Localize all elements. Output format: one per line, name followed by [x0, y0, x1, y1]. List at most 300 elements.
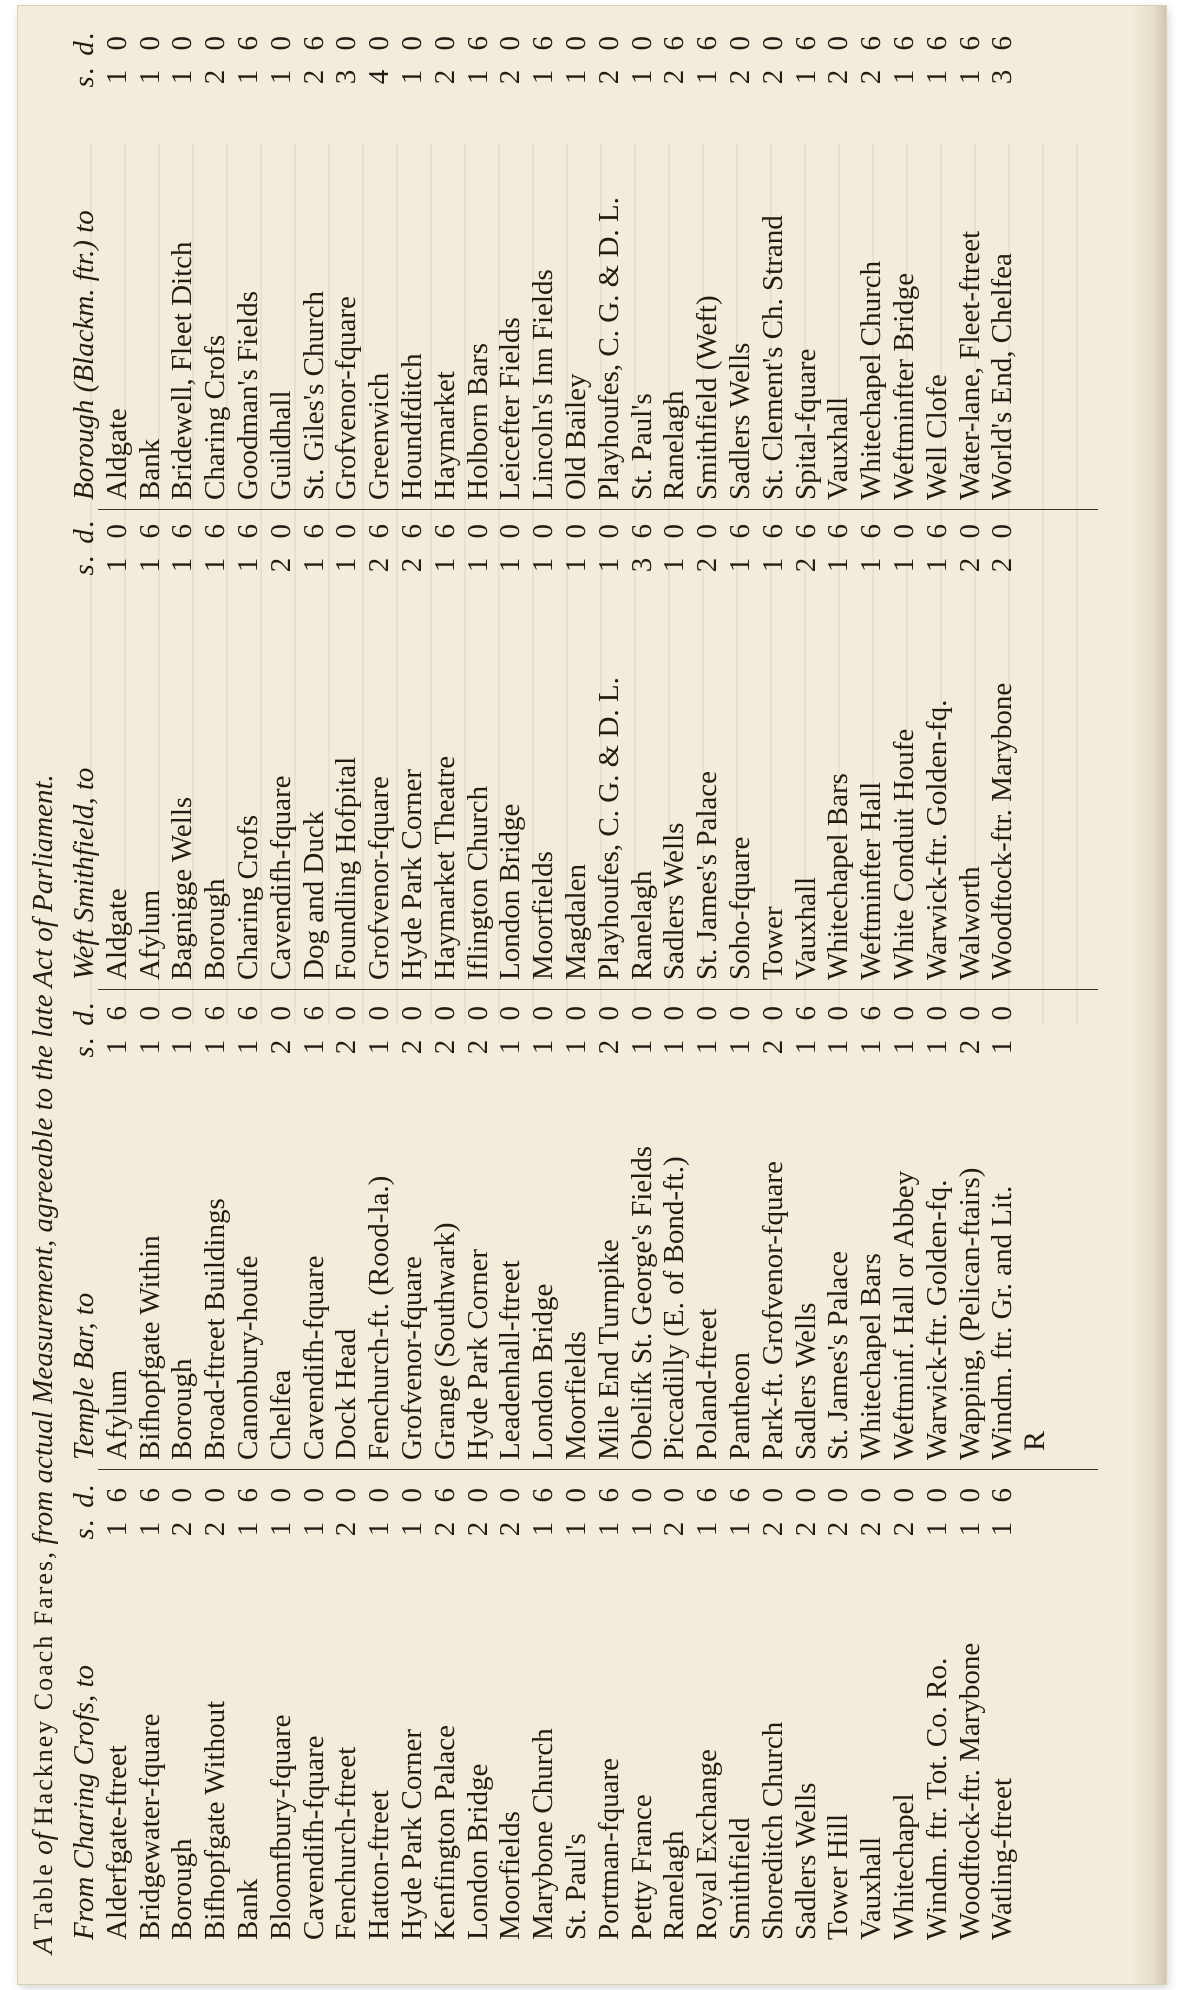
fare-row — [494, 24, 527, 504]
destination-name: Aldgate — [100, 408, 133, 500]
fare-price: 1 6 — [723, 518, 756, 573]
fare-price: 1 0 — [264, 30, 297, 85]
fare-row — [101, 994, 134, 1464]
fare-row — [232, 512, 265, 984]
destination-name: Weftminf. Hall or Abbey — [887, 1170, 920, 1460]
destination-name: Haymarket Theatre — [428, 755, 461, 980]
destination-name: Ranelagh — [658, 1830, 691, 1940]
column-header — [68, 1476, 101, 1944]
fare-price: 1 0 — [100, 518, 133, 573]
fare-price: 1 0 — [330, 518, 363, 573]
destination-name: Mile End Turnpike — [592, 1239, 625, 1460]
fare-price: 2 0 — [494, 30, 527, 85]
fare-row — [724, 24, 757, 504]
fare-price: 1 6 — [855, 1000, 888, 1055]
fare-row — [199, 994, 232, 1464]
fare-row — [265, 24, 298, 504]
fare-price: 3 6 — [986, 30, 1019, 85]
fare-price: 2 0 — [789, 1482, 822, 1537]
destination-name: Bifhopfgate Within — [133, 1235, 166, 1460]
destination-name: Playhoufes, C. G. & D. L. — [592, 197, 625, 500]
fare-price: 1 0 — [363, 1482, 396, 1537]
fare-row — [396, 1476, 429, 1944]
fare-row — [363, 512, 396, 984]
fare-price: 1 6 — [723, 1482, 756, 1537]
destination-name: Whitechapel Bars — [822, 773, 855, 980]
fare-row — [527, 512, 560, 984]
destination-name: Spital-fquare — [789, 348, 822, 500]
destination-name: Whitechapel — [887, 1793, 920, 1940]
fare-price: 1 0 — [363, 1000, 396, 1055]
fare-price: 2 0 — [166, 1482, 199, 1537]
fare-row — [363, 24, 396, 504]
column-divider — [98, 509, 1098, 510]
fare-price: 2 0 — [855, 1482, 888, 1537]
fare-price: 2 0 — [428, 1000, 461, 1055]
fare-price: 1 6 — [231, 1482, 264, 1537]
fare-price: 1 6 — [100, 1000, 133, 1055]
column-header-origin: Borough (Blackm. ftr.) to — [68, 210, 100, 500]
destination-name: Royal Exchange — [691, 1749, 724, 1940]
column-header-unit: s. d. — [68, 1000, 100, 1058]
fare-row — [986, 994, 1019, 1464]
fare-price: 1 6 — [920, 30, 953, 85]
destination-name: Bifhopfgate Without — [199, 1700, 232, 1940]
fare-price: 1 0 — [264, 1482, 297, 1537]
destination-name: Wapping, (Pelican-ftairs) — [953, 1167, 986, 1460]
fare-row — [232, 1476, 265, 1944]
column-header-unit: s. d. — [68, 1482, 100, 1540]
fare-price: 1 6 — [166, 518, 199, 573]
fare-price: 2 0 — [264, 518, 297, 573]
title-of: of — [27, 1825, 59, 1863]
title-prefix: A — [27, 1929, 59, 1954]
fare-row — [691, 512, 724, 984]
fare-row — [921, 24, 954, 504]
fare-price: 1 6 — [822, 518, 855, 573]
destination-name: Foundling Hofpital — [330, 756, 363, 980]
column-header-origin: From Charing Crofs, to — [68, 1664, 100, 1940]
destination-name: Borough — [166, 1838, 199, 1940]
fare-row — [462, 994, 495, 1464]
fare-price: 1 0 — [559, 1000, 592, 1055]
destination-name: Tower — [756, 906, 789, 980]
fare-price: 1 6 — [691, 30, 724, 85]
destination-name: Walworth — [953, 866, 986, 980]
fare-row — [626, 24, 659, 504]
fare-row — [855, 1476, 888, 1944]
fare-price: 2 0 — [691, 518, 724, 573]
fare-price: 2 6 — [395, 518, 428, 573]
fare-row — [954, 994, 987, 1464]
fare-price: 1 6 — [231, 30, 264, 85]
fare-price: 1 0 — [625, 30, 658, 85]
fare-row — [462, 24, 495, 504]
fare-price: 1 6 — [920, 518, 953, 573]
fare-price: 2 0 — [953, 518, 986, 573]
rotated-page-content — [18, 6, 1166, 1984]
fare-row — [691, 994, 724, 1464]
fare-price: 1 0 — [953, 1482, 986, 1537]
fare-row — [757, 512, 790, 984]
destination-name: Hatton-ftreet — [363, 1790, 396, 1940]
fare-price: 2 0 — [592, 30, 625, 85]
destination-name: Vauxhall — [855, 1836, 888, 1940]
fare-price: 1 0 — [166, 30, 199, 85]
fare-row — [822, 994, 855, 1464]
fare-price: 1 6 — [231, 518, 264, 573]
fare-row — [626, 1476, 659, 1944]
fare-row — [429, 24, 462, 504]
destination-name: Guildhall — [264, 390, 297, 500]
destination-name: Kenfington Palace — [428, 1724, 461, 1940]
fare-price: 1 0 — [133, 30, 166, 85]
fare-row — [757, 1476, 790, 1944]
fare-price: 1 6 — [100, 1482, 133, 1537]
destination-name: Woodftock-ftr. Marybone — [953, 1642, 986, 1940]
fare-row — [166, 24, 199, 504]
fare-row — [330, 994, 363, 1464]
fare-row — [363, 994, 396, 1464]
destination-name: White Conduit Houfe — [887, 728, 920, 980]
destination-name: Watling-ftreet — [986, 1778, 1019, 1940]
table-title — [20, 54, 66, 1954]
destination-name: Holborn Bars — [461, 342, 494, 500]
fare-row — [101, 24, 134, 504]
fare-row — [298, 1476, 331, 1944]
fare-row — [298, 512, 331, 984]
fare-row — [888, 994, 921, 1464]
fare-row — [134, 1476, 167, 1944]
column-header — [68, 24, 101, 504]
destination-name: Borough — [199, 878, 232, 980]
destination-name: Smithfield — [723, 1817, 756, 1940]
destination-name: Iflington Church — [461, 785, 494, 980]
fare-row — [396, 24, 429, 504]
destination-name: Grange (Southwark) — [428, 1222, 461, 1460]
destination-name: Bagnigge Wells — [166, 796, 199, 980]
fare-price: 2 0 — [264, 1000, 297, 1055]
destination-name: Shoreditch Church — [756, 1721, 789, 1940]
fare-row — [199, 512, 232, 984]
fare-row — [921, 1476, 954, 1944]
destination-name: Chelfea — [264, 1369, 297, 1460]
fare-price: 1 0 — [559, 518, 592, 573]
fare-price: 1 0 — [920, 1000, 953, 1055]
destination-name: Smithfield (Weft) — [691, 295, 724, 500]
title-word-table: Table — [29, 1862, 58, 1930]
fare-row — [134, 994, 167, 1464]
fare-price: 1 6 — [592, 1482, 625, 1537]
fare-price: 1 0 — [133, 1000, 166, 1055]
fare-row — [790, 24, 823, 504]
fare-row — [134, 512, 167, 984]
column-header — [68, 512, 101, 984]
fare-row — [560, 512, 593, 984]
fare-row — [855, 994, 888, 1464]
fare-price: 2 6 — [428, 1482, 461, 1537]
title-suffix: , from actual Measurement, agreeable to the late Act of Parliament. — [27, 774, 59, 1559]
fare-price: 2 0 — [986, 518, 1019, 573]
destination-name: London Bridge — [527, 1283, 560, 1460]
fare-row — [593, 24, 626, 504]
fare-row — [166, 512, 199, 984]
fare-price: 2 0 — [592, 1000, 625, 1055]
fare-row — [593, 994, 626, 1464]
destination-name: Warwick-ftr. Golden-fq. — [920, 699, 953, 980]
destination-name: Charing Crofs — [231, 814, 264, 980]
fare-price: 2 6 — [789, 518, 822, 573]
destination-name: St. James's Palace — [691, 771, 724, 980]
fare-row — [494, 994, 527, 1464]
fare-row — [429, 512, 462, 984]
fare-price: 1 6 — [789, 30, 822, 85]
title-word-hackney-coach-fares: Hackney Coach Fares — [29, 1558, 58, 1826]
destination-name: Tower Hill — [822, 1813, 855, 1940]
fare-row — [166, 1476, 199, 1944]
fare-row — [757, 24, 790, 504]
fare-price: 2 0 — [494, 1482, 527, 1537]
destination-name: Charing Crofs — [199, 334, 232, 500]
fare-price: 1 0 — [100, 30, 133, 85]
destination-name: Cavendifh-fquare — [297, 1735, 330, 1940]
destination-name: Whitechapel Church — [855, 260, 888, 500]
destination-name: Playhoufes, C. G. & D. L. — [592, 677, 625, 980]
destination-name: Water-lane, Fleet-ftreet — [953, 230, 986, 500]
fare-price: 2 0 — [756, 30, 789, 85]
destination-name: Magdalen — [559, 864, 592, 980]
destination-name: Greenwich — [363, 372, 396, 500]
fare-price: 1 6 — [953, 30, 986, 85]
destination-name: Grofvenor-fquare — [363, 776, 396, 980]
destination-name: Sadlers Wells — [658, 822, 691, 980]
fare-row — [232, 24, 265, 504]
fare-price: 1 0 — [887, 1000, 920, 1055]
destination-name: Bridgewater-fquare — [133, 1713, 166, 1940]
fare-row — [855, 512, 888, 984]
fare-price: 1 6 — [789, 1000, 822, 1055]
destination-name: Hyde Park Corner — [395, 1728, 428, 1940]
fare-row — [593, 512, 626, 984]
destination-name: London Bridge — [461, 1763, 494, 1940]
destination-name: Piccadilly (E. of Bond-ft.) — [658, 1156, 691, 1460]
fare-price: 1 6 — [133, 1482, 166, 1537]
fare-row — [199, 24, 232, 504]
fare-price: 2 6 — [658, 30, 691, 85]
destination-name: Fenchurch-ft. (Rood-la.) — [363, 1175, 396, 1460]
destination-name: Warwick-ftr. Golden-fq. — [920, 1179, 953, 1460]
fare-row — [658, 1476, 691, 1944]
fare-row — [691, 24, 724, 504]
destination-name: Borough — [166, 1358, 199, 1460]
fare-price: 1 0 — [494, 1000, 527, 1055]
fare-row — [560, 24, 593, 504]
fare-row — [363, 1476, 396, 1944]
fare-price: 1 0 — [166, 1000, 199, 1055]
fare-row — [330, 24, 363, 504]
fare-row — [954, 512, 987, 984]
column-divider — [98, 1469, 1098, 1470]
fare-row — [954, 24, 987, 504]
fare-row — [232, 994, 265, 1464]
destination-name: Moorfields — [559, 1331, 592, 1460]
fare-price: 1 0 — [494, 518, 527, 573]
fare-price: 2 0 — [199, 1482, 232, 1537]
fare-price: 1 0 — [723, 1000, 756, 1055]
fare-row — [986, 24, 1019, 504]
fare-price: 2 0 — [822, 30, 855, 85]
fare-price: 1 0 — [887, 518, 920, 573]
destination-name: World's End, Chelfea — [986, 253, 1019, 500]
destination-name: Pantheon — [723, 1352, 756, 1460]
fare-price: 2 6 — [297, 30, 330, 85]
fare-row — [626, 512, 659, 984]
fare-row — [888, 512, 921, 984]
fare-row — [560, 994, 593, 1464]
fare-row — [724, 512, 757, 984]
fare-row — [199, 1476, 232, 1944]
destination-name: St. Clement's Ch. Strand — [756, 215, 789, 500]
fare-row — [822, 1476, 855, 1944]
column-header-origin: Weft Smithfield, to — [68, 767, 100, 980]
destination-name: Fenchurch-ftreet — [330, 1746, 363, 1940]
destination-name: Park-ft. Grofvenor-fquare — [756, 1161, 789, 1460]
fare-row — [822, 24, 855, 504]
destination-name: Houndfditch — [395, 353, 428, 500]
destination-name: Dog and Duck — [297, 810, 330, 980]
destination-name: Afylum — [100, 1369, 133, 1460]
fare-row — [954, 1476, 987, 1944]
destination-name: Portman-fquare — [592, 1758, 625, 1940]
fare-row — [626, 994, 659, 1464]
destination-name: Grofvenor-fquare — [330, 296, 363, 500]
fare-row — [101, 512, 134, 984]
fare-price: 2 0 — [461, 1482, 494, 1537]
fare-price: 1 0 — [658, 518, 691, 573]
fare-price: 2 0 — [723, 30, 756, 85]
fare-price: 1 0 — [395, 1482, 428, 1537]
fare-row — [658, 512, 691, 984]
destination-name: Cavendifh-fquare — [264, 775, 297, 980]
fare-row — [265, 1476, 298, 1944]
fare-price: 1 6 — [199, 1000, 232, 1055]
fare-price: 1 6 — [461, 30, 494, 85]
fare-row — [658, 24, 691, 504]
destination-name: Broad-ftreet Buildings — [199, 1198, 232, 1460]
fare-row — [658, 994, 691, 1464]
destination-name: Windm. ftr. Gr. and Lit. — [986, 1185, 1019, 1460]
fare-column-4 — [68, 24, 1128, 504]
fare-row — [724, 1476, 757, 1944]
fare-price: 1 6 — [986, 1482, 1019, 1537]
fare-price: 1 6 — [691, 1482, 724, 1537]
fare-price: 2 0 — [887, 1482, 920, 1537]
fare-row — [494, 512, 527, 984]
fare-row — [986, 1476, 1019, 1944]
destination-name: Bank — [133, 438, 166, 500]
destination-name: Hyde Park Corner — [461, 1248, 494, 1460]
fare-row — [396, 512, 429, 984]
destination-name: Hyde Park Corner — [395, 768, 428, 980]
destination-name: Dock Head — [330, 1328, 363, 1460]
destination-name: Sadlers Wells — [723, 342, 756, 500]
signature-mark: R — [1018, 1430, 1051, 1451]
fare-row — [527, 994, 560, 1464]
destination-name: Old Bailey — [559, 373, 592, 500]
fare-price: 2 0 — [199, 30, 232, 85]
fare-price: 1 0 — [527, 518, 560, 573]
fare-price: 1 6 — [231, 1000, 264, 1055]
fare-price: 1 6 — [855, 518, 888, 573]
destination-name: Petty France — [625, 1794, 658, 1940]
fare-row — [462, 1476, 495, 1944]
fare-price: 1 6 — [297, 518, 330, 573]
fare-price: 1 0 — [986, 1000, 1019, 1055]
fare-price: 1 6 — [428, 518, 461, 573]
fare-row — [855, 24, 888, 504]
fare-price: 2 6 — [363, 518, 396, 573]
destination-name: Grofvenor-fquare — [395, 1256, 428, 1460]
column-header-unit: s. d. — [68, 30, 100, 88]
fare-price: 1 6 — [527, 30, 560, 85]
fare-row — [888, 24, 921, 504]
fare-price: 4 0 — [363, 30, 396, 85]
fare-row — [494, 1476, 527, 1944]
destination-name: Goodman's Fields — [231, 290, 264, 500]
destination-name: Weftminfter Hall — [855, 781, 888, 980]
fare-price: 2 0 — [822, 1482, 855, 1537]
fare-row — [921, 994, 954, 1464]
destination-name: Vauxhall — [822, 396, 855, 500]
fare-price: 1 0 — [625, 1482, 658, 1537]
fare-row — [527, 24, 560, 504]
fares-table — [68, 24, 1138, 1944]
destination-name: Moorfields — [527, 851, 560, 980]
destination-name: Leicefter Fields — [494, 317, 527, 500]
destination-name: St. James's Palace — [822, 1251, 855, 1460]
fare-row — [101, 1476, 134, 1944]
fare-row — [986, 512, 1019, 984]
fare-price: 1 0 — [625, 1000, 658, 1055]
destination-name: Weftminfter Bridge — [887, 272, 920, 500]
destination-name: London Bridge — [494, 803, 527, 980]
destination-name: St. Paul's — [559, 1833, 592, 1940]
fare-row — [790, 994, 823, 1464]
fare-price: 1 0 — [691, 1000, 724, 1055]
destination-name: Canonbury-houfe — [231, 1255, 264, 1460]
destination-name: Sadlers Wells — [789, 1782, 822, 1940]
fare-row — [265, 994, 298, 1464]
fare-price: 2 0 — [756, 1482, 789, 1537]
fare-price: 1 6 — [199, 518, 232, 573]
column-divider — [98, 989, 1098, 990]
fare-price: 1 6 — [887, 30, 920, 85]
fare-price: 1 0 — [592, 518, 625, 573]
destination-name: Sadlers Wells — [789, 1302, 822, 1460]
fare-price: 1 0 — [297, 1482, 330, 1537]
destination-name: Cavendifh-fquare — [297, 1255, 330, 1460]
fare-price: 1 0 — [559, 30, 592, 85]
fare-price: 1 0 — [395, 30, 428, 85]
destination-name: Windm. ftr. Tot. Co. Ro. — [920, 1657, 953, 1940]
fare-column-3 — [68, 512, 1128, 984]
fare-price: 1 6 — [527, 1482, 560, 1537]
fare-price: 2 0 — [330, 1482, 363, 1537]
destination-name: Soho-fquare — [723, 836, 756, 980]
destination-name: Bridewell, Fleet Ditch — [166, 241, 199, 500]
fare-row — [921, 512, 954, 984]
fare-price: 1 6 — [297, 1000, 330, 1055]
